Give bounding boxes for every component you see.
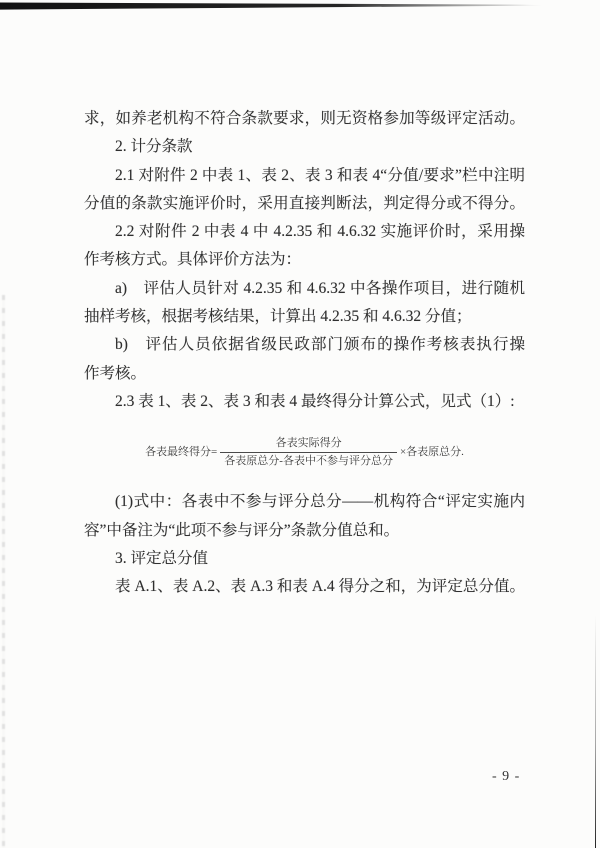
formula-lhs: 各表最终得分= [145, 445, 218, 458]
paragraph [84, 162, 525, 219]
formula-numerator: 各表实际得分 [275, 436, 342, 449]
scan-artifact-left-edge [2, 295, 5, 848]
text-line: 2.3 表 1、表 2、表 3 和表 4 最终得分计算公式，见式（1）: [115, 392, 515, 410]
text-line: 2.2 对附件 2 中表 4 中 4.2.35 和 4.6.32 实施评价时，采用操 [115, 223, 525, 241]
text-line: 3. 评定总分值 [115, 549, 209, 567]
scan-artifact-right-edge [595, 615, 597, 848]
text-line: (1)式中：各表中不参与评分总分——机构符合“评定实施内 [115, 493, 525, 511]
score-formula [84, 416, 525, 488]
paragraph [84, 133, 525, 161]
paragraph [84, 275, 525, 332]
paragraph [84, 488, 525, 545]
paragraph [84, 573, 525, 601]
text-line: 求，如养老机构不符合条款要求，则无资格参加等级评定活动。 [84, 110, 525, 127]
document-body [84, 105, 525, 601]
page-number: - 9 - [492, 769, 521, 784]
text-line: 分值的条款实施评价时，采用直接判断法，判定得分或不得分。 [84, 194, 525, 212]
text-line: 2.1 对附件 2 中表 1、表 2、表 3 和表 4“分值/要求”栏中注明 [115, 166, 525, 184]
text-line: a) 评估人员针对 4.2.35 和 4.6.32 中各操作项目，进行随机 [115, 279, 525, 297]
text-line: b) 评估人员依据省级民政部门颁布的操作考核表执行操 [115, 336, 525, 354]
text-line: 容”中备注为“此项不参与评分”条款分值总和。 [84, 521, 400, 539]
text-line: 作考核。 [84, 364, 147, 382]
formula-denominator: 各表原总分-各表中不参与评分总分 [220, 452, 397, 468]
text-line: 2. 计分条款 [115, 138, 193, 156]
formula-fraction [220, 437, 397, 468]
scan-artifact-top-strip [0, 0, 600, 12]
text-line: 抽样考核，根据考核结果，计算出 4.2.35 和 4.6.32 分值； [84, 308, 472, 326]
paragraph [84, 388, 525, 416]
paragraph [84, 105, 525, 133]
paragraph [84, 331, 525, 388]
paragraph [84, 545, 525, 573]
paragraph [84, 218, 525, 275]
text-line: 表 A.1、表 A.2、表 A.3 和表 A.4 得分之和，为评定总分值。 [115, 578, 525, 596]
formula-rhs: ×各表原总分. [399, 445, 464, 458]
text-line: 作考核方式。具体评价方法为： [84, 251, 302, 269]
